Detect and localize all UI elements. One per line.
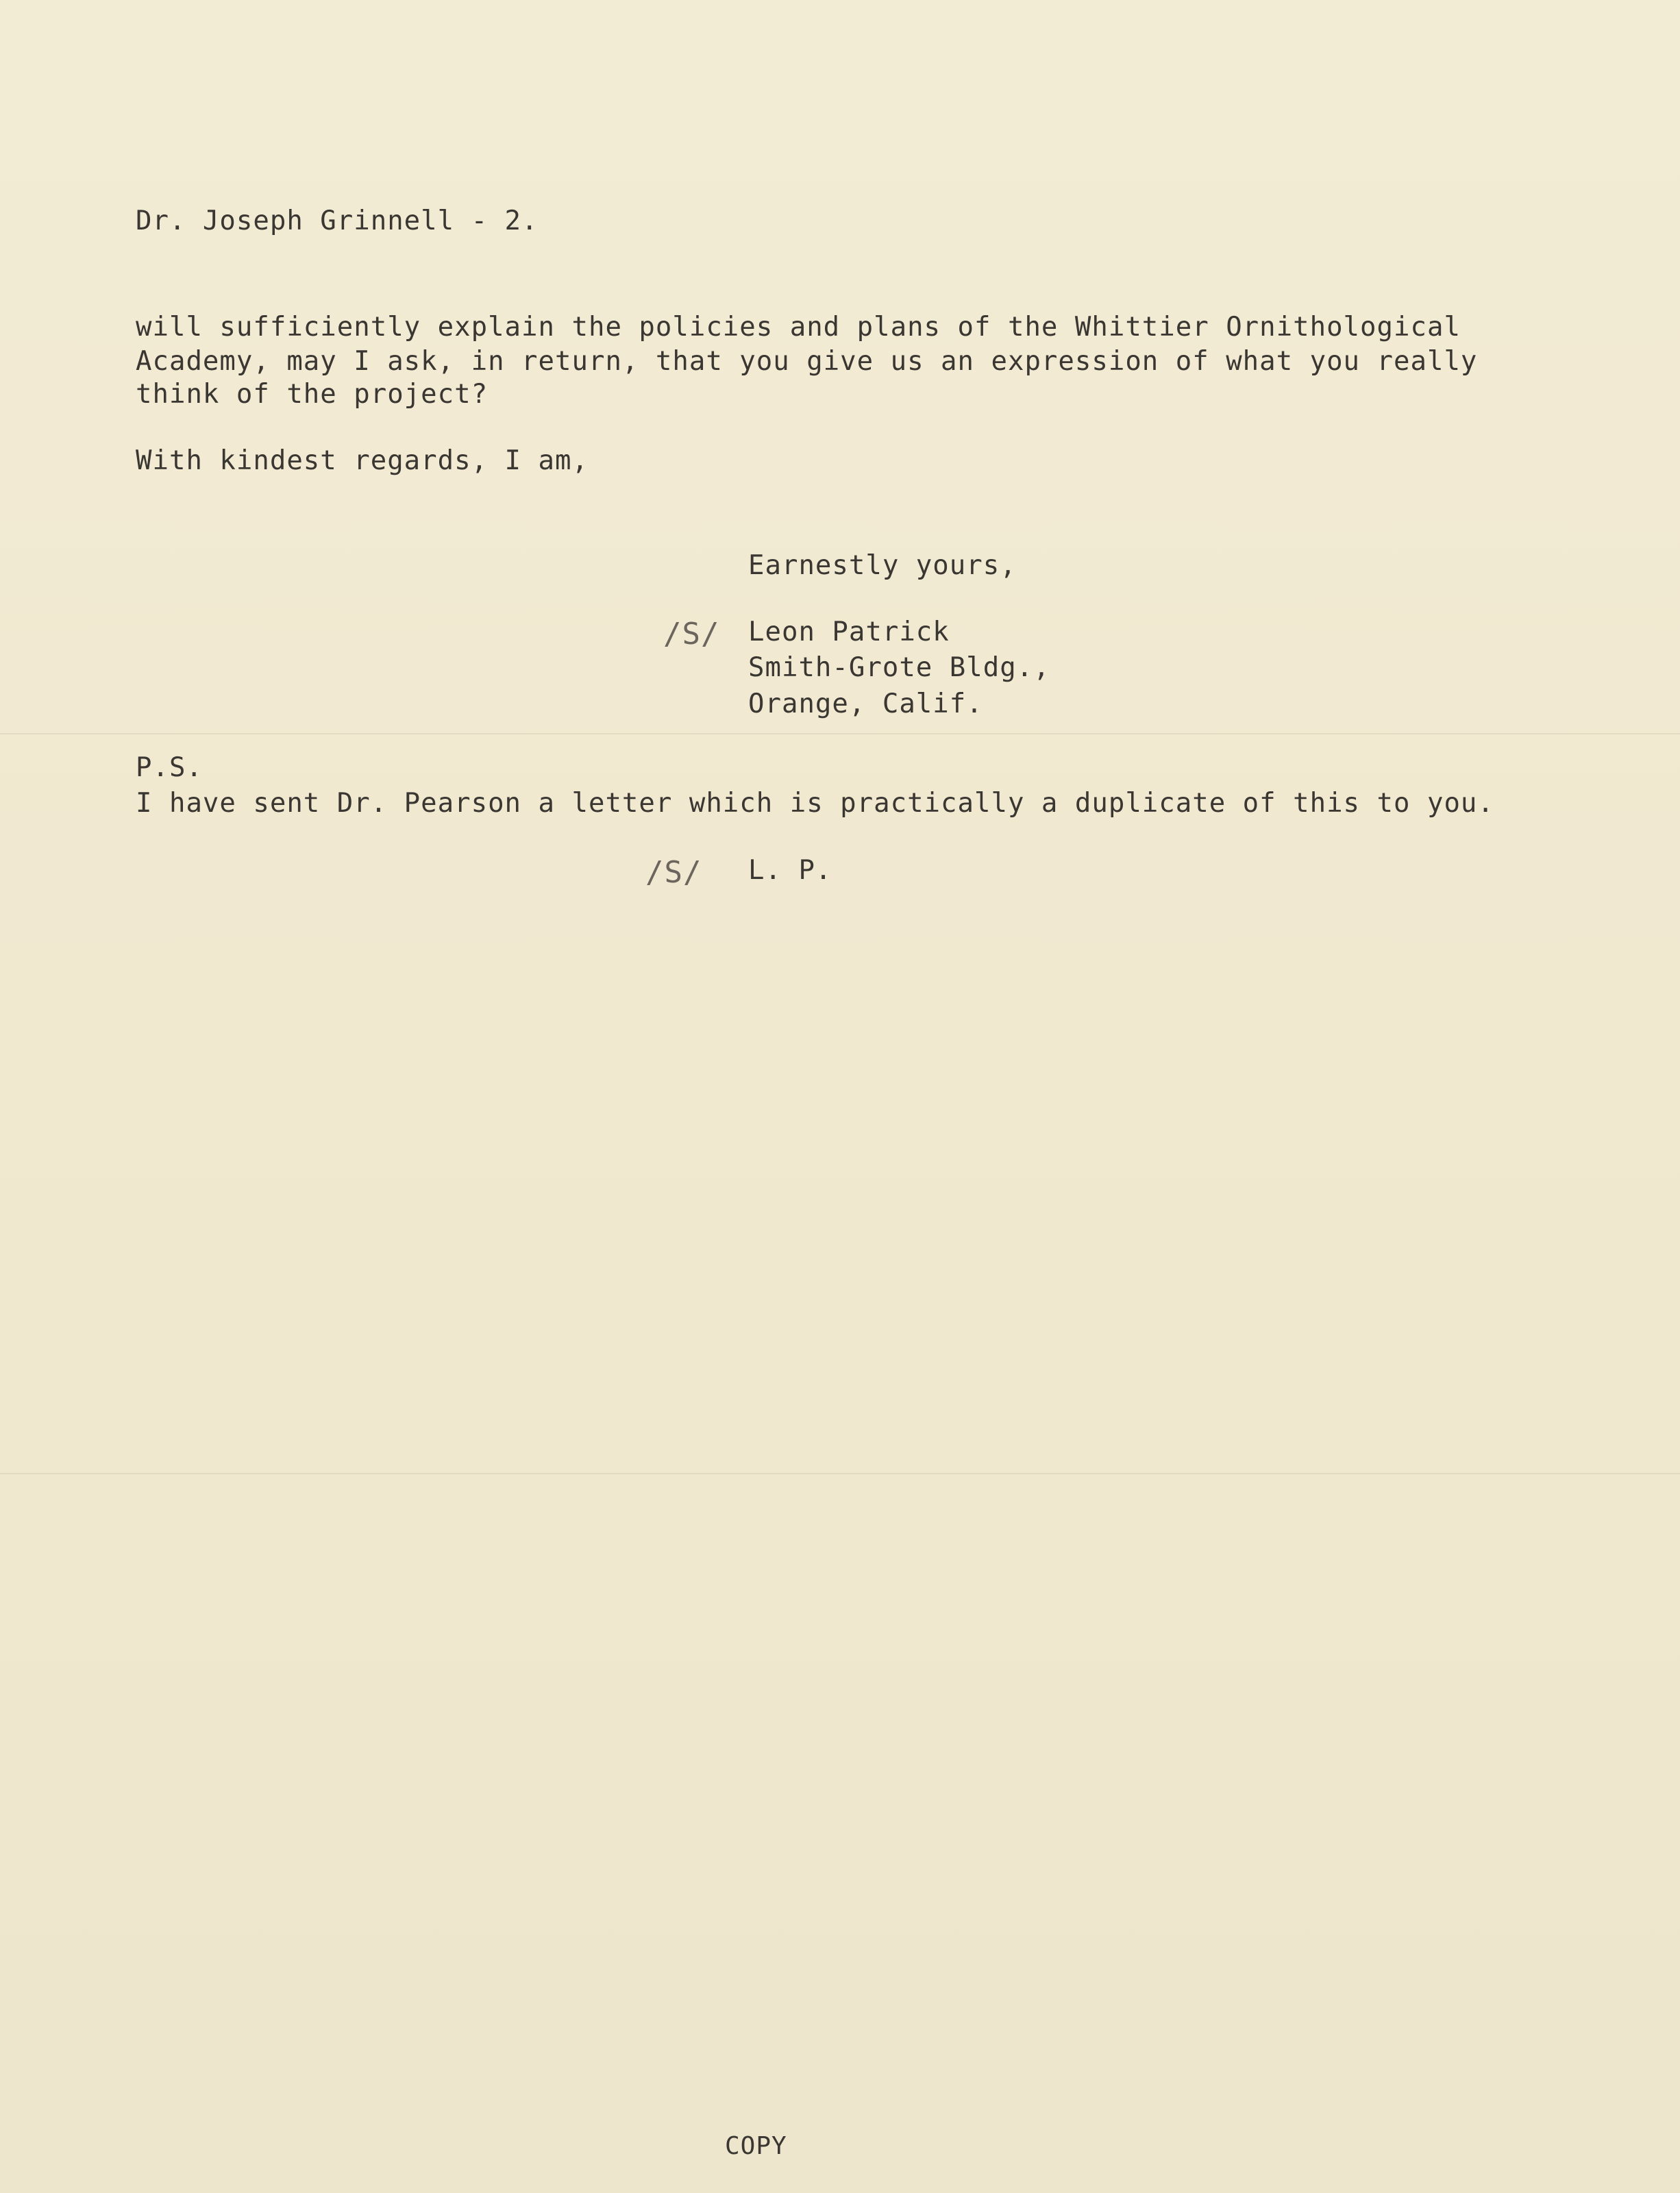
postscript-initials: L. P. xyxy=(748,855,832,886)
paper-crease xyxy=(0,1473,1680,1474)
postscript-text: I have sent Dr. Pearson a letter which is practically a duplicate of this to you. xyxy=(136,788,1494,819)
paper-crease xyxy=(0,733,1680,734)
closing-line: Earnestly yours, xyxy=(748,550,1017,581)
regards-line: With kindest regards, I am, xyxy=(136,445,589,476)
page-header: Dr. Joseph Grinnell - 2. xyxy=(136,206,539,236)
signature-mark: /S/ xyxy=(663,617,720,652)
body-line-3: think of the project? xyxy=(136,379,489,410)
signer-address-line-1: Smith-Grote Bldg., xyxy=(748,652,1050,683)
signer-name: Leon Patrick xyxy=(748,617,950,647)
copy-footer: COPY xyxy=(725,2132,787,2160)
signer-address-line-2: Orange, Calif. xyxy=(748,689,983,719)
postscript-label: P.S. xyxy=(136,752,203,783)
postscript-signature-mark: /S/ xyxy=(645,855,702,890)
body-line-2: Academy, may I ask, in return, that you give us an expression of what you really xyxy=(136,346,1478,377)
body-line-1: will sufficiently explain the policies and plans of the Whittier Ornithological xyxy=(136,312,1461,343)
